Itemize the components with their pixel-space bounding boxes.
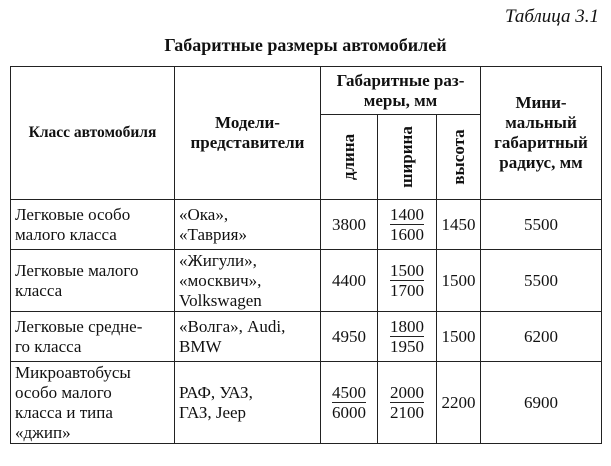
cell-radius: 5500 xyxy=(481,250,602,312)
header-height: высота xyxy=(437,115,481,200)
cell-car-class: Легковые малого класса xyxy=(11,250,175,312)
cell-models: «Жигули», «москвич», Volkswagen xyxy=(175,250,321,312)
cell-radius: 6900 xyxy=(481,362,602,444)
table-caption: Таблица 3.1 xyxy=(505,6,599,27)
header-min-radius: Мини- мальный габаритный радиус, мм xyxy=(481,67,602,200)
cell-models: «Волга», Audi, BMW xyxy=(175,312,321,362)
cell-car-class: Легковые особо малого класса xyxy=(11,200,175,250)
cell-models: РАФ, УАЗ, ГАЗ, Jeep xyxy=(175,362,321,444)
cell-radius: 6200 xyxy=(481,312,602,362)
cell-length: 3800 xyxy=(321,200,378,250)
cell-length: 4500 6000 xyxy=(321,362,378,444)
dimensions-table xyxy=(10,66,602,444)
table-row xyxy=(11,200,602,250)
table-title: Габаритные размеры автомобилей xyxy=(164,35,447,55)
header-dimensions: Габаритные раз- меры, мм xyxy=(321,67,481,115)
cell-height: 2200 xyxy=(437,362,481,444)
cell-length: 4400 xyxy=(321,250,378,312)
cell-car-class: Легковые средне- го класса xyxy=(11,312,175,362)
table-row xyxy=(11,312,602,362)
cell-width: 2000 2100 xyxy=(378,362,437,444)
cell-width: 1500 1700 xyxy=(378,250,437,312)
cell-height: 1500 xyxy=(437,312,481,362)
cell-width: 1400 1600 xyxy=(378,200,437,250)
header-width: ширина xyxy=(378,115,437,200)
cell-width: 1800 1950 xyxy=(378,312,437,362)
table-row xyxy=(11,362,602,444)
header-car-class: Класс автомобиля xyxy=(11,67,175,200)
cell-height: 1500 xyxy=(437,250,481,312)
cell-car-class: Микроавтобусы особо малого класса и типа «джип» xyxy=(11,362,175,444)
cell-models: «Ока», «Таврия» xyxy=(175,200,321,250)
cell-height: 1450 xyxy=(437,200,481,250)
cell-length: 4950 xyxy=(321,312,378,362)
header-models: Модели- представители xyxy=(175,67,321,200)
cell-radius: 5500 xyxy=(481,200,602,250)
table-row xyxy=(11,250,602,312)
header-length: длина xyxy=(321,115,378,200)
